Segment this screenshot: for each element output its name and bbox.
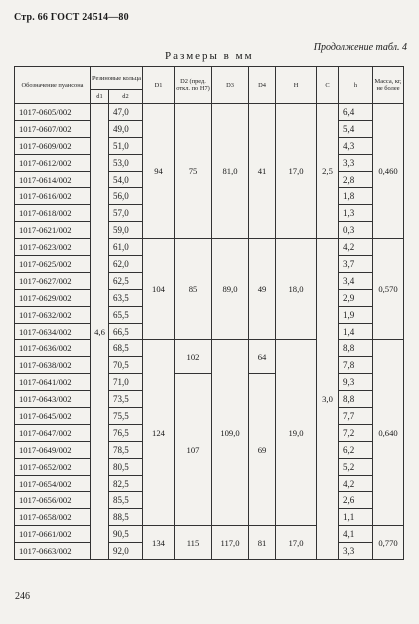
code-cell: 1017-0634/002: [15, 323, 91, 340]
h-cell: 4,3: [339, 137, 373, 154]
h-cell: 8,8: [339, 340, 373, 357]
D1-cell: 134: [143, 526, 175, 560]
table-row: [15, 340, 404, 357]
D1-cell: 124: [143, 340, 175, 526]
h-cell: 4,1: [339, 526, 373, 543]
code-cell: 1017-0643/002: [15, 391, 91, 408]
h-cell: 2,6: [339, 492, 373, 509]
h-cell: 4,2: [339, 475, 373, 492]
code-cell: 1017-0621/002: [15, 222, 91, 239]
D1-cell: 94: [143, 104, 175, 239]
D3-cell: 89,0: [212, 239, 249, 340]
d2-cell: 68,5: [109, 340, 143, 357]
d1-cell: 4,6: [91, 104, 109, 560]
D4-cell: 41: [249, 104, 276, 239]
table-row: [15, 104, 404, 121]
units-caption: Размеры в мм: [165, 50, 254, 62]
col-header-H: H: [276, 67, 317, 104]
D2-cell: 85: [175, 239, 212, 340]
mass-cell: 0,640: [373, 340, 404, 526]
D3-cell: 117,0: [212, 526, 249, 560]
code-cell: 1017-0638/002: [15, 357, 91, 374]
d2-cell: 57,0: [109, 205, 143, 222]
code-cell: 1017-0629/002: [15, 289, 91, 306]
col-header-mass: Масса, кг, не более: [373, 67, 404, 104]
d2-cell: 61,0: [109, 239, 143, 256]
H-cell: 19,0: [276, 340, 317, 526]
code-cell: 1017-0661/002: [15, 526, 91, 543]
mass-cell: 0,770: [373, 526, 404, 560]
h-cell: 7,2: [339, 424, 373, 441]
col-header-d1: d1: [91, 90, 109, 104]
D2-cell: 102: [175, 340, 212, 374]
d2-cell: 62,0: [109, 256, 143, 273]
col-header-C: C: [317, 67, 339, 104]
code-cell: 1017-0663/002: [15, 543, 91, 560]
h-cell: 2,8: [339, 171, 373, 188]
C-cell: 3,0: [317, 239, 339, 560]
h-cell: 0,3: [339, 222, 373, 239]
d2-cell: 82,5: [109, 475, 143, 492]
code-cell: 1017-0616/002: [15, 188, 91, 205]
h-cell: 3,3: [339, 543, 373, 560]
code-cell: 1017-0614/002: [15, 171, 91, 188]
C-cell: 2,5: [317, 104, 339, 239]
mass-cell: 0,570: [373, 239, 404, 340]
D4-cell: 64: [249, 340, 276, 374]
d2-cell: 90,5: [109, 526, 143, 543]
d2-cell: 49,0: [109, 120, 143, 137]
d2-cell: 54,0: [109, 171, 143, 188]
d2-cell: 66,5: [109, 323, 143, 340]
h-cell: 1,1: [339, 509, 373, 526]
mass-cell: 0,460: [373, 104, 404, 239]
h-cell: 6,4: [339, 104, 373, 121]
col-header-d2: d2: [109, 90, 143, 104]
code-cell: 1017-0652/002: [15, 458, 91, 475]
h-cell: 3,3: [339, 154, 373, 171]
h-cell: 2,9: [339, 289, 373, 306]
d2-cell: 75,5: [109, 408, 143, 425]
d2-cell: 88,5: [109, 509, 143, 526]
H-cell: 18,0: [276, 239, 317, 340]
code-cell: 1017-0618/002: [15, 205, 91, 222]
h-cell: 1,9: [339, 306, 373, 323]
d2-cell: 80,5: [109, 458, 143, 475]
H-cell: 17,0: [276, 104, 317, 239]
H-cell: 17,0: [276, 526, 317, 560]
d2-cell: 62,5: [109, 272, 143, 289]
d2-cell: 76,5: [109, 424, 143, 441]
h-cell: 5,2: [339, 458, 373, 475]
d2-cell: 71,0: [109, 374, 143, 391]
code-cell: 1017-0636/002: [15, 340, 91, 357]
code-cell: 1017-0632/002: [15, 306, 91, 323]
code-cell: 1017-0625/002: [15, 256, 91, 273]
col-header-code: Обозначение пуансона: [15, 67, 91, 104]
D2-cell: 75: [175, 104, 212, 239]
page-header: Стр. 66 ГОСТ 24514—80: [14, 12, 129, 23]
D2-cell: 115: [175, 526, 212, 560]
d2-cell: 63,5: [109, 289, 143, 306]
code-cell: 1017-0645/002: [15, 408, 91, 425]
d2-cell: 59,0: [109, 222, 143, 239]
table-row: [15, 239, 404, 256]
d2-cell: 53,0: [109, 154, 143, 171]
h-cell: 6,2: [339, 441, 373, 458]
D1-cell: 104: [143, 239, 175, 340]
h-cell: 1,3: [339, 205, 373, 222]
page-number: 246: [15, 591, 30, 602]
d2-cell: 51,0: [109, 137, 143, 154]
col-header-D2: D2 (пред. откл. по H7): [175, 67, 212, 104]
table-row: [15, 526, 404, 543]
code-cell: 1017-0656/002: [15, 492, 91, 509]
d2-cell: 73,5: [109, 391, 143, 408]
col-header-D1: D1: [143, 67, 175, 104]
code-cell: 1017-0641/002: [15, 374, 91, 391]
d2-cell: 78,5: [109, 441, 143, 458]
h-cell: 3,4: [339, 272, 373, 289]
code-cell: 1017-0609/002: [15, 137, 91, 154]
d2-cell: 56,0: [109, 188, 143, 205]
D2-cell: 107: [175, 374, 212, 526]
code-cell: 1017-0623/002: [15, 239, 91, 256]
D4-cell: 81: [249, 526, 276, 560]
D3-cell: 109,0: [212, 340, 249, 526]
d2-cell: 85,5: [109, 492, 143, 509]
d2-cell: 92,0: [109, 543, 143, 560]
h-cell: 1,8: [339, 188, 373, 205]
table-row: [15, 374, 404, 391]
code-cell: 1017-0605/002: [15, 104, 91, 121]
code-cell: 1017-0612/002: [15, 154, 91, 171]
col-header-D3: D3: [212, 67, 249, 104]
col-header-D4: D4: [249, 67, 276, 104]
h-cell: 9,3: [339, 374, 373, 391]
table-body: [15, 104, 404, 560]
code-cell: 1017-0654/002: [15, 475, 91, 492]
table-continuation: Продолжение табл. 4: [313, 42, 407, 53]
h-cell: 5,4: [339, 120, 373, 137]
col-header-h: h: [339, 67, 373, 104]
h-cell: 7,7: [339, 408, 373, 425]
h-cell: 4,2: [339, 239, 373, 256]
D3-cell: 81,0: [212, 104, 249, 239]
code-cell: 1017-0607/002: [15, 120, 91, 137]
D4-cell: 49: [249, 239, 276, 340]
h-cell: 1,4: [339, 323, 373, 340]
d2-cell: 65,5: [109, 306, 143, 323]
h-cell: 3,7: [339, 256, 373, 273]
code-cell: 1017-0627/002: [15, 272, 91, 289]
d2-cell: 70,5: [109, 357, 143, 374]
punch-dimensions-table: [14, 66, 404, 560]
h-cell: 8,8: [339, 391, 373, 408]
d2-cell: 47,0: [109, 104, 143, 121]
col-header-rings: Резиновые кольца: [91, 67, 143, 90]
D4-cell: 69: [249, 374, 276, 526]
code-cell: 1017-0658/002: [15, 509, 91, 526]
h-cell: 7,8: [339, 357, 373, 374]
code-cell: 1017-0647/002: [15, 424, 91, 441]
code-cell: 1017-0649/002: [15, 441, 91, 458]
